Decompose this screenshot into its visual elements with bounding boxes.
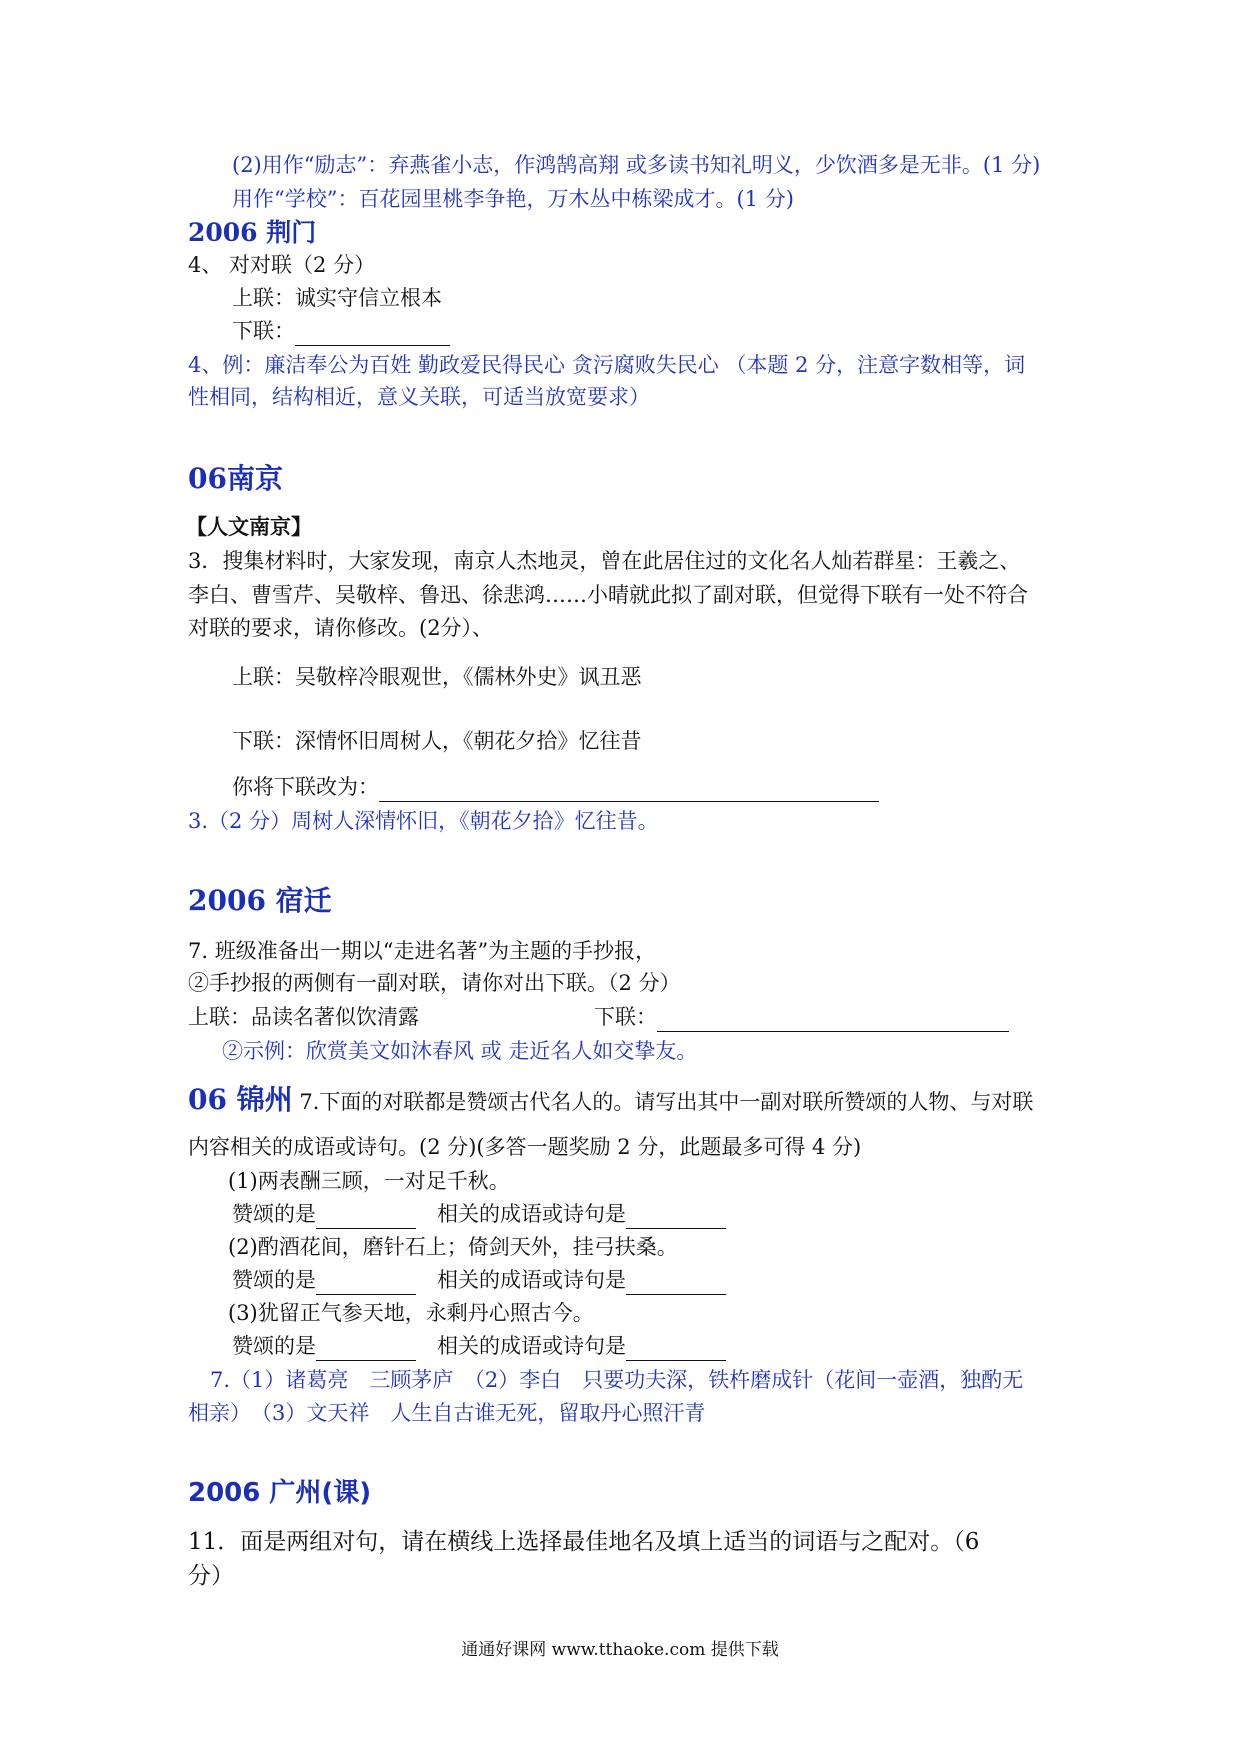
answer-blank[interactable] <box>626 1336 726 1361</box>
praise-label: 赞颂的是 <box>232 1334 316 1358</box>
lower-couplet-label: 下联： <box>232 319 295 343</box>
list-item: (1)两表酬三顾，一对足千秋。 <box>228 1169 510 1193</box>
section-heading-jingmen: 2006 荆门 <box>188 218 317 247</box>
question-text: 内容相关的成语或诗句。(2 分)(多答一题奖励 2 分，此题最多可得 4 分) <box>188 1135 862 1159</box>
related-label: 相关的成语或诗句是 <box>437 1268 626 1292</box>
section-heading-suqian: 2006 宿迁 <box>188 884 332 917</box>
upper-couplet: 上联：诚实守信立根本 <box>232 286 442 310</box>
question-text: 对联的要求，请你修改。(2分）、 <box>188 616 494 640</box>
question-text: 11．面是两组对句，请在横线上选择最佳地名及填上适当的词语与之配对。（6 <box>188 1529 980 1555</box>
answer-blank[interactable] <box>657 1007 1009 1032</box>
fill-row <box>232 1331 726 1361</box>
question-text: 分） <box>188 1563 234 1589</box>
lower-couplet-row <box>594 1002 1009 1032</box>
page-footer: 通通好课网 www.tthaoke.com 提供下载 <box>461 1640 779 1660</box>
section-heading-jinzhou: 06 锦州 <box>188 1083 293 1116</box>
answer-blank[interactable] <box>295 321 450 346</box>
answer-blank[interactable] <box>626 1270 726 1295</box>
subheading: 【人文南京】 <box>186 514 312 539</box>
question-text: 7.下面的对联都是赞颂古代名人的。请写出其中一副对联所赞颂的人物、与对联 <box>292 1090 1034 1114</box>
praise-label: 赞颂的是 <box>232 1202 316 1226</box>
list-item: (2)酌酒花间，磨针石上；倚剑天外，挂弓扶桑。 <box>228 1235 678 1259</box>
jinzhou-heading-row <box>188 1082 1033 1120</box>
question-text: ②手抄报的两侧有一副对联，请你对出下联。（2 分） <box>188 971 681 995</box>
lower-couplet-label: 下联： <box>594 1005 657 1029</box>
answer-line: 4、例：廉洁奉公为百姓 勤政爱民得民心 贪污腐败失民心 （本题 2 分，注意字数相等，词 <box>188 353 1026 377</box>
related-label: 相关的成语或诗句是 <box>437 1334 626 1358</box>
answer-blank[interactable] <box>316 1204 416 1229</box>
question-text: 李白、曹雪芹、吴敬梓、鲁迅、徐悲鸿……小晴就此拟了副对联，但觉得下联有一处不符合 <box>188 583 1028 607</box>
answer-line: (2)用作“励志”：弃燕雀小志，作鸿鹄高翔 或多读书知礼明义，少饮酒多是无非。(1 分) <box>232 153 1041 177</box>
answer-line: 7.（1）诸葛亮 三顾茅庐 （2）李白 只要功夫深，铁杵磨成针（花间一壶酒，独酌无 <box>210 1368 1024 1392</box>
question-text: 4、 对对联（2 分） <box>188 253 376 277</box>
answer-line: 性相同，结构相近，意义关联，可适当放宽要求） <box>188 385 650 409</box>
answer-blank[interactable] <box>316 1336 416 1361</box>
section-heading-guangzhou: 2006 广州(课) <box>188 1478 372 1508</box>
answer-line: 3.（2 分）周树人深情怀旧，《朝花夕拾》忆往昔。 <box>188 809 659 833</box>
answer-line: ②示例：欣赏美文如沐春风 或 走近名人如交挚友。 <box>222 1039 698 1063</box>
fill-row <box>232 1199 726 1229</box>
answer-blank[interactable] <box>379 777 879 802</box>
lower-couplet: 下联：深情怀旧周树人，《朝花夕拾》忆往昔 <box>232 729 642 753</box>
answer-blank[interactable] <box>316 1270 416 1295</box>
answer-line: 用作“学校”：百花园里桃李争艳，万木丛中栋梁成才。(1 分) <box>232 187 794 211</box>
rewrite-row <box>232 772 879 802</box>
fill-row <box>232 1265 726 1295</box>
question-text: 3．搜集材料时，大家发现，南京人杰地灵，曾在此居住过的文化名人灿若群星：王羲之、 <box>188 549 1021 573</box>
praise-label: 赞颂的是 <box>232 1268 316 1292</box>
answer-line: 相亲） （3）文天祥 人生自古谁无死，留取丹心照汗青 <box>188 1401 706 1425</box>
section-heading-nanjing: 06南京 <box>188 462 283 495</box>
rewrite-label: 你将下联改为： <box>232 775 379 799</box>
upper-couplet: 上联：品读名著似饮清露 <box>188 1005 419 1029</box>
list-item: (3)犹留正气参天地，永剩丹心照古今。 <box>228 1301 594 1325</box>
question-text: 7. 班级准备出一期以“走进名著”为主题的手抄报， <box>188 939 657 963</box>
upper-couplet: 上联：吴敬梓冷眼观世，《儒林外史》讽丑恶 <box>232 665 642 689</box>
related-label: 相关的成语或诗句是 <box>437 1202 626 1226</box>
answer-blank[interactable] <box>626 1204 726 1229</box>
lower-couplet-row <box>232 316 450 346</box>
